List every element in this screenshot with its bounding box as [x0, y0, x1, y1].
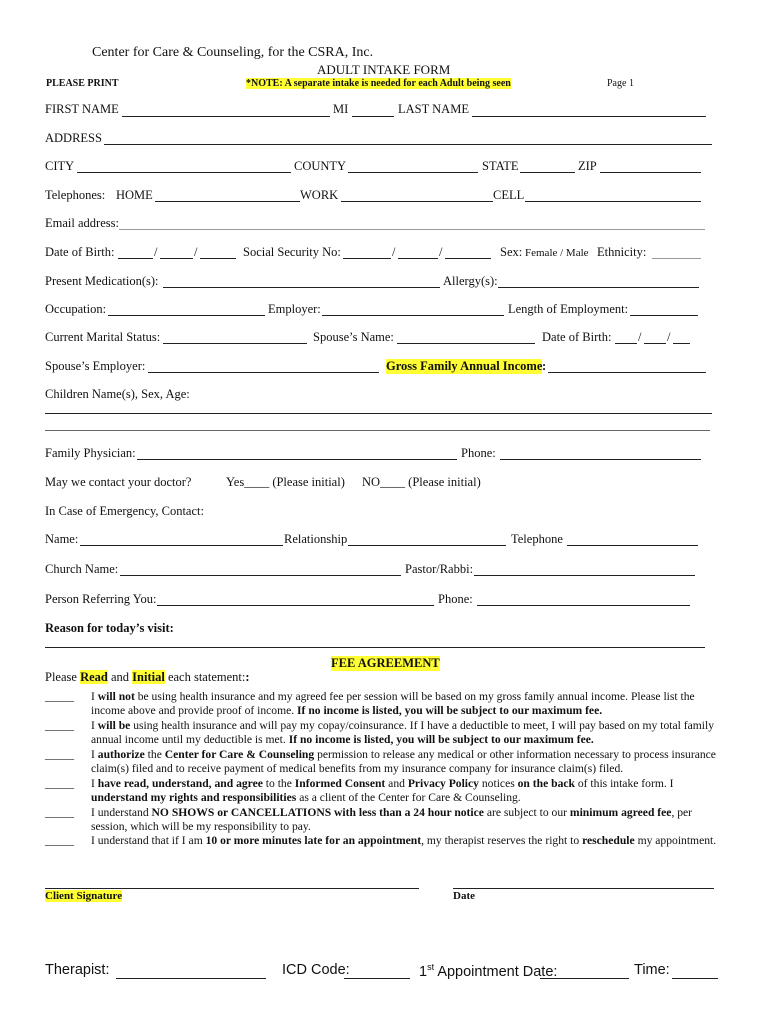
- fee-statement-6: I understand that if I am 10 or more minutes late for an appointment, my therapist reserves the right to reschedule my appointment.: [91, 834, 717, 847]
- last-name-field[interactable]: [472, 116, 706, 117]
- client-signature-field[interactable]: [45, 888, 419, 889]
- ssn-part-1-field[interactable]: [343, 258, 391, 259]
- first-name-label: FIRST NAME: [45, 102, 119, 116]
- employer-field[interactable]: [322, 315, 504, 316]
- gross-income-colon: :: [542, 359, 547, 373]
- work-label: WORK: [300, 188, 339, 202]
- spouse-dob-sep-2: /: [667, 330, 671, 344]
- initial-blank-6[interactable]: _____: [45, 834, 74, 847]
- last-name-label: LAST NAME: [398, 102, 469, 116]
- gross-income-field[interactable]: [548, 372, 706, 373]
- home-label: HOME: [116, 188, 153, 202]
- fee-statement-2: I will be using health insurance and will pay my copay/coinsurance. If I have a deductible to meet, I will pay based on my total family annual income until my deductible is met. If no income is listed, you will be subject to our maximum fee.: [91, 719, 714, 747]
- email-field[interactable]: [119, 229, 705, 230]
- ethnicity-field[interactable]: [652, 258, 701, 259]
- emergency-label: In Case of Emergency, Contact:: [45, 504, 204, 518]
- ssn-sep-1: /: [392, 245, 396, 259]
- dob-sep-2: /: [194, 245, 198, 259]
- ssn-part-3-field[interactable]: [445, 258, 491, 259]
- read-highlight: Read: [80, 670, 108, 684]
- time-field[interactable]: [672, 978, 718, 979]
- state-field[interactable]: [520, 172, 575, 173]
- physician-phone-field[interactable]: [500, 459, 701, 460]
- children-label: Children Name(s), Sex, Age:: [45, 387, 190, 401]
- telephones-label: Telephones:: [45, 188, 106, 202]
- contact-no-option[interactable]: NO____ (Please initial): [362, 475, 481, 489]
- reason-label: Reason for today’s visit:: [45, 621, 174, 635]
- emergency-telephone-field[interactable]: [567, 545, 698, 546]
- emergency-telephone-label: Telephone: [511, 532, 563, 546]
- cell-label: CELL: [493, 188, 525, 202]
- church-field[interactable]: [120, 575, 401, 576]
- medications-field[interactable]: [163, 287, 440, 288]
- separate-intake-note: *NOTE: A separate intake is needed for each Adult being seen: [246, 78, 511, 89]
- zip-label: ZIP: [578, 159, 597, 173]
- physician-label: Family Physician:: [45, 446, 136, 460]
- allergy-field[interactable]: [498, 287, 699, 288]
- therapist-field[interactable]: [116, 978, 266, 979]
- physician-phone-label: Phone:: [461, 446, 496, 460]
- spouse-name-field[interactable]: [397, 343, 535, 344]
- sex-options[interactable]: Female / Male: [525, 247, 589, 259]
- icd-code-label: ICD Code:: [282, 962, 350, 978]
- spouse-employer-label: Spouse’s Employer:: [45, 359, 146, 373]
- emergency-name-label: Name:: [45, 532, 79, 546]
- ethnicity-label: Ethnicity:: [597, 245, 647, 259]
- allergy-label: Allergy(s):: [443, 274, 498, 288]
- city-label: CITY: [45, 159, 75, 173]
- emergency-name-field[interactable]: [80, 545, 283, 546]
- spouse-employer-field[interactable]: [148, 372, 379, 373]
- fee-statement-4: I have read, understand, and agree to the Informed Consent and Privacy Policy notices on the back of this intake form. I understand my rights and responsibilities as a client of the Center for Care & Counseling.: [91, 777, 674, 805]
- address-field[interactable]: [104, 144, 712, 145]
- city-field[interactable]: [77, 172, 291, 173]
- signature-date-label: Date: [453, 890, 475, 902]
- spouse-name-label: Spouse’s Name:: [313, 330, 394, 344]
- length-employment-label: Length of Employment:: [508, 302, 629, 316]
- page-number: Page 1: [607, 78, 634, 89]
- org-name: Center for Care & Counseling, for the CSRA, Inc.: [92, 45, 374, 60]
- gross-income-label: Gross Family Annual Income: [386, 359, 543, 373]
- address-label: ADDRESS: [45, 131, 102, 145]
- medications-label: Present Medication(s):: [45, 274, 159, 288]
- children-line-1[interactable]: [45, 413, 712, 414]
- pastor-label: Pastor/Rabbi:: [405, 562, 474, 576]
- pastor-field[interactable]: [474, 575, 695, 576]
- form-title: ADULT INTAKE FORM: [317, 62, 451, 77]
- referring-phone-label: Phone:: [438, 592, 473, 606]
- county-field[interactable]: [348, 172, 478, 173]
- marital-status-label: Current Marital Status:: [45, 330, 161, 344]
- dob-day-field[interactable]: [160, 258, 193, 259]
- icd-code-field[interactable]: [344, 978, 410, 979]
- contact-yes-option[interactable]: Yes____ (Please initial): [226, 475, 345, 489]
- state-label: STATE: [482, 159, 519, 173]
- relationship-field[interactable]: [348, 545, 506, 546]
- first-name-field[interactable]: [122, 116, 330, 117]
- home-phone-field[interactable]: [155, 201, 300, 202]
- reason-field[interactable]: [45, 647, 705, 648]
- marital-status-field[interactable]: [163, 343, 307, 344]
- client-signature-label: Client Signature: [45, 890, 123, 902]
- ssn-part-2-field[interactable]: [398, 258, 438, 259]
- children-line-2[interactable]: [45, 430, 710, 431]
- work-phone-field[interactable]: [341, 201, 493, 202]
- signature-date-field[interactable]: [453, 888, 714, 889]
- fee-statement-1: I will not be using health insurance and my agreed fee per session will be based on my gross family annual income. Please list the income above and provide proof of income. If no income is listed, you will be subject to our maximum fee.: [91, 690, 695, 718]
- ssn-label: Social Security No:: [243, 245, 341, 259]
- sex-label: Sex:: [500, 245, 523, 259]
- initial-blank-4[interactable]: _____: [45, 777, 74, 790]
- initial-blank-5[interactable]: _____: [45, 806, 74, 819]
- church-label: Church Name:: [45, 562, 119, 576]
- occupation-label: Occupation:: [45, 302, 107, 316]
- dob-year-field[interactable]: [200, 258, 236, 259]
- employer-label: Employer:: [268, 302, 321, 316]
- initial-blank-3[interactable]: _____: [45, 748, 74, 761]
- mi-label: MI: [333, 102, 349, 116]
- email-label: Email address:: [45, 216, 119, 230]
- zip-field[interactable]: [600, 172, 701, 173]
- dob-sep-1: /: [154, 245, 158, 259]
- county-label: COUNTY: [294, 159, 347, 173]
- first-appointment-field[interactable]: [540, 978, 629, 979]
- spouse-dob-day-field[interactable]: [644, 343, 666, 344]
- initial-blank-1[interactable]: _____: [45, 690, 74, 703]
- fee-statement-3: I authorize the Center for Care & Counseling permission to release any medical or other information necessary to process insurance claim(s) filed and to receive payment of medical benefits from my insurance company for insurance claim(s) filed.: [91, 748, 716, 776]
- spouse-dob-sep-1: /: [638, 330, 642, 344]
- referring-phone-field[interactable]: [477, 605, 690, 606]
- please-print-label: PLEASE PRINT: [46, 78, 119, 89]
- ssn-sep-2: /: [439, 245, 443, 259]
- fee-intro: Please Read and Initial each statement::: [45, 670, 250, 684]
- contact-doctor-label: May we contact your doctor?: [45, 475, 192, 489]
- dob-month-field[interactable]: [118, 258, 153, 259]
- spouse-dob-year-field[interactable]: [673, 343, 690, 344]
- fee-agreement-title: FEE AGREEMENT: [331, 656, 440, 670]
- initial-blank-2[interactable]: _____: [45, 719, 74, 732]
- length-employment-field[interactable]: [630, 315, 698, 316]
- spouse-dob-label: Date of Birth:: [542, 330, 612, 344]
- therapist-label: Therapist:: [45, 962, 110, 978]
- cell-phone-field[interactable]: [525, 201, 701, 202]
- occupation-field[interactable]: [108, 315, 265, 316]
- relationship-label: Relationship: [284, 532, 348, 546]
- referring-field[interactable]: [157, 605, 434, 606]
- dob-label: Date of Birth:: [45, 245, 115, 259]
- spouse-dob-month-field[interactable]: [615, 343, 637, 344]
- mi-field[interactable]: [352, 116, 394, 117]
- initial-highlight: Initial: [132, 670, 165, 684]
- fee-statement-5: I understand NO SHOWS or CANCELLATIONS with less than a 24 hour notice are subject to our minimum agreed fee, per session, which will be my responsibility to pay.: [91, 806, 693, 834]
- referring-label: Person Referring You:: [45, 592, 157, 606]
- first-appointment-label: 1st Appointment Date:: [419, 962, 558, 980]
- physician-field[interactable]: [137, 459, 457, 460]
- time-label: Time:: [634, 962, 670, 978]
